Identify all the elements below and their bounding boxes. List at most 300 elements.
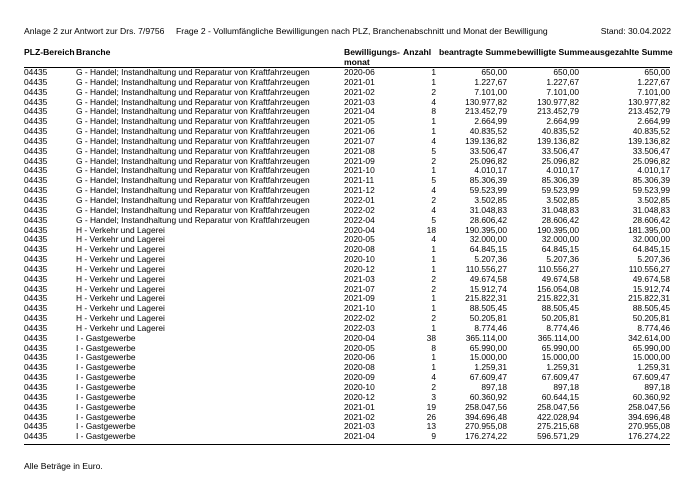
cell-plz: 04435 — [24, 117, 48, 127]
table-row — [24, 98, 670, 108]
cell-bewilligt: 130.977,82 — [537, 97, 579, 107]
cell-bewilligt: 650,00 — [553, 68, 579, 77]
cell-bewilligt: 156.054,08 — [537, 284, 579, 294]
cell-plz: 04435 — [24, 195, 48, 205]
cell-plz: 04435 — [24, 176, 48, 186]
cell-plz: 04435 — [24, 87, 48, 97]
table-row — [24, 137, 670, 147]
cell-plz: 04435 — [24, 294, 48, 304]
table-row — [24, 304, 670, 314]
cell-bewilligt: 49.674,58 — [541, 274, 579, 284]
cell-plz: 04435 — [24, 225, 48, 235]
table-row — [24, 373, 670, 383]
cell-beantragt: 897,18 — [481, 383, 507, 392]
cell-anzahl: 2 — [431, 284, 436, 294]
cell-branche: I - Gastgewerbe — [76, 333, 136, 343]
table-row — [24, 186, 670, 196]
cell-branche: I - Gastgewerbe — [76, 422, 136, 432]
cell-plz: 04435 — [24, 245, 48, 255]
cell-bewilligt: 60.644,15 — [541, 392, 579, 402]
cell-beantragt: 139.136,82 — [465, 136, 507, 146]
cell-monat: 2021-01 — [344, 402, 375, 412]
cell-anzahl: 19 — [426, 402, 436, 412]
document-reference: Anlage 2 zur Antwort zur Drs. 7/9756 — [24, 26, 165, 36]
cell-branche: H - Verkehr und Lagerei — [76, 274, 165, 284]
cell-branche: G - Handel; Instandhaltung und Reparatur von Kraftfahrzeugen — [76, 77, 310, 87]
cell-branche: G - Handel; Instandhaltung und Reparatur von Kraftfahrzeugen — [76, 136, 310, 146]
cell-monat: 2021-03 — [344, 274, 375, 284]
cell-monat: 2021-08 — [344, 146, 375, 156]
cell-beantragt: 67.609,47 — [469, 373, 507, 383]
cell-beantragt: 1.259,31 — [474, 363, 507, 373]
cell-monat: 2021-11 — [344, 176, 375, 186]
cell-beantragt: 213.452,79 — [465, 107, 507, 117]
cell-branche: G - Handel; Instandhaltung und Reparatur von Kraftfahrzeugen — [76, 107, 310, 117]
cell-bewilligt: 8.774,46 — [546, 323, 579, 333]
cell-ausgezahlt: 650,00 — [644, 68, 670, 77]
cell-beantragt: 215.822,31 — [465, 294, 507, 304]
cell-monat: 2020-06 — [344, 353, 375, 363]
cell-monat: 2022-04 — [344, 215, 375, 225]
document-title: Frage 2 - Vollumfängliche Bewilligungen nach PLZ, Branchenabschnitt und Monat der Bewilligung — [176, 26, 548, 36]
cell-bewilligt: 5.207,36 — [546, 255, 579, 265]
cell-monat: 2020-08 — [344, 245, 375, 255]
cell-monat: 2021-02 — [344, 412, 375, 422]
cell-ausgezahlt: 49.674,58 — [632, 274, 670, 284]
cell-branche: I - Gastgewerbe — [76, 432, 136, 442]
cell-plz: 04435 — [24, 353, 48, 363]
cell-ausgezahlt: 270.955,08 — [628, 422, 670, 432]
cell-bewilligt: 110.556,27 — [537, 264, 579, 274]
cell-monat: 2021-10 — [344, 166, 375, 176]
cell-bewilligt: 596.571,29 — [537, 432, 579, 442]
cell-beantragt: 258.047,56 — [465, 402, 507, 412]
cell-branche: I - Gastgewerbe — [76, 383, 136, 392]
cell-branche: I - Gastgewerbe — [76, 392, 136, 402]
cell-beantragt: 15.000,00 — [469, 353, 507, 363]
cell-plz: 04435 — [24, 255, 48, 265]
cell-beantragt: 88.505,45 — [469, 304, 507, 314]
table-row — [24, 88, 670, 98]
cell-branche: H - Verkehr und Lagerei — [76, 255, 165, 265]
column-header-beantragt: beantragte Summe — [439, 47, 517, 57]
cell-ausgezahlt: 258.047,56 — [628, 402, 670, 412]
table-row — [24, 334, 670, 344]
cell-ausgezahlt: 67.609,47 — [632, 373, 670, 383]
cell-beantragt: 130.977,82 — [465, 97, 507, 107]
cell-branche: G - Handel; Instandhaltung und Reparatur von Kraftfahrzeugen — [76, 68, 310, 77]
cell-beantragt: 4.010,17 — [474, 166, 507, 176]
table-row — [24, 176, 670, 186]
cell-anzahl: 1 — [431, 294, 436, 304]
cell-anzahl: 1 — [431, 68, 436, 77]
cell-bewilligt: 59.523,99 — [541, 186, 579, 196]
table-row — [24, 422, 670, 432]
cell-branche: G - Handel; Instandhaltung und Reparatur von Kraftfahrzeugen — [76, 87, 310, 97]
cell-ausgezahlt: 130.977,82 — [628, 97, 670, 107]
table-row — [24, 413, 670, 423]
cell-anzahl: 2 — [431, 156, 436, 166]
cell-ausgezahlt: 40.835,52 — [632, 127, 670, 137]
table-row — [24, 265, 670, 275]
cell-anzahl: 8 — [431, 343, 436, 353]
cell-branche: G - Handel; Instandhaltung und Reparatur von Kraftfahrzeugen — [76, 166, 310, 176]
cell-anzahl: 2 — [431, 274, 436, 284]
data-table — [24, 68, 670, 442]
table-row — [24, 166, 670, 176]
cell-bewilligt: 15.000,00 — [541, 353, 579, 363]
cell-beantragt: 3.502,85 — [474, 195, 507, 205]
cell-anzahl: 8 — [431, 107, 436, 117]
table-row — [24, 226, 670, 236]
cell-branche: G - Handel; Instandhaltung und Reparatur von Kraftfahrzeugen — [76, 215, 310, 225]
cell-branche: H - Verkehr und Lagerei — [76, 264, 165, 274]
column-header-monat-line1: Bewilligungs- — [344, 47, 400, 57]
cell-monat: 2020-12 — [344, 264, 375, 274]
cell-bewilligt: 40.835,52 — [541, 127, 579, 137]
cell-monat: 2021-02 — [344, 87, 375, 97]
cell-monat: 2020-10 — [344, 383, 375, 392]
cell-plz: 04435 — [24, 343, 48, 353]
cell-monat: 2022-03 — [344, 323, 375, 333]
cell-ausgezahlt: 60.360,92 — [632, 392, 670, 402]
cell-monat: 2021-06 — [344, 127, 375, 137]
cell-bewilligt: 64.845,15 — [541, 245, 579, 255]
cell-monat: 2021-07 — [344, 284, 375, 294]
cell-beantragt: 110.556,27 — [465, 264, 507, 274]
cell-plz: 04435 — [24, 363, 48, 373]
cell-beantragt: 394.696,48 — [465, 412, 507, 422]
cell-anzahl: 26 — [426, 412, 436, 422]
cell-ausgezahlt: 88.505,45 — [632, 304, 670, 314]
cell-monat: 2021-09 — [344, 156, 375, 166]
cell-plz: 04435 — [24, 156, 48, 166]
cell-anzahl: 2 — [431, 87, 436, 97]
cell-monat: 2020-04 — [344, 225, 375, 235]
cell-ausgezahlt: 215.822,31 — [628, 294, 670, 304]
cell-anzahl: 1 — [431, 353, 436, 363]
cell-plz: 04435 — [24, 373, 48, 383]
table-row — [24, 157, 670, 167]
cell-beantragt: 25.096,82 — [469, 156, 507, 166]
cell-anzahl: 2 — [431, 314, 436, 324]
cell-beantragt: 5.207,36 — [474, 255, 507, 265]
cell-plz: 04435 — [24, 186, 48, 196]
cell-beantragt: 49.674,58 — [469, 274, 507, 284]
cell-bewilligt: 7.101,00 — [546, 87, 579, 97]
cell-ausgezahlt: 181.395,00 — [628, 225, 670, 235]
table-row — [24, 393, 670, 403]
cell-ausgezahlt: 32.000,00 — [632, 235, 670, 245]
cell-beantragt: 31.048,83 — [469, 205, 507, 215]
cell-anzahl: 2 — [431, 383, 436, 392]
table-row — [24, 344, 670, 354]
cell-bewilligt: 213.452,79 — [537, 107, 579, 117]
cell-bewilligt: 50.205,81 — [541, 314, 579, 324]
cell-anzahl: 4 — [431, 235, 436, 245]
cell-bewilligt: 67.609,47 — [541, 373, 579, 383]
cell-bewilligt: 31.048,83 — [541, 205, 579, 215]
cell-ausgezahlt: 7.101,00 — [637, 87, 670, 97]
cell-anzahl: 1 — [431, 323, 436, 333]
cell-ausgezahlt: 33.506,47 — [632, 146, 670, 156]
table-row — [24, 294, 670, 304]
cell-ausgezahlt: 139.136,82 — [628, 136, 670, 146]
cell-branche: I - Gastgewerbe — [76, 353, 136, 363]
cell-anzahl: 4 — [431, 205, 436, 215]
cell-anzahl: 1 — [431, 255, 436, 265]
column-header-plz: PLZ-Bereich — [24, 47, 75, 57]
cell-monat: 2022-02 — [344, 314, 375, 324]
cell-monat: 2021-04 — [344, 107, 375, 117]
cell-beantragt: 28.606,42 — [469, 215, 507, 225]
cell-monat: 2020-06 — [344, 68, 375, 77]
cell-anzahl: 4 — [431, 97, 436, 107]
cell-beantragt: 7.101,00 — [474, 87, 507, 97]
cell-plz: 04435 — [24, 422, 48, 432]
cell-ausgezahlt: 15.912,74 — [632, 284, 670, 294]
cell-plz: 04435 — [24, 274, 48, 284]
cell-beantragt: 40.835,52 — [469, 127, 507, 137]
cell-anzahl: 1 — [431, 77, 436, 87]
cell-branche: G - Handel; Instandhaltung und Reparatur von Kraftfahrzeugen — [76, 146, 310, 156]
table-row — [24, 432, 670, 442]
cell-plz: 04435 — [24, 127, 48, 137]
table-row — [24, 78, 670, 88]
cell-plz: 04435 — [24, 97, 48, 107]
cell-branche: G - Handel; Instandhaltung und Reparatur von Kraftfahrzeugen — [76, 176, 310, 186]
cell-plz: 04435 — [24, 136, 48, 146]
cell-anzahl: 3 — [431, 392, 436, 402]
cell-plz: 04435 — [24, 215, 48, 225]
column-header-monat-line2: monat — [344, 57, 370, 67]
table-row — [24, 216, 670, 226]
cell-anzahl: 1 — [431, 304, 436, 314]
cell-monat: 2021-10 — [344, 304, 375, 314]
cell-branche: I - Gastgewerbe — [76, 373, 136, 383]
cell-ausgezahlt: 4.010,17 — [637, 166, 670, 176]
cell-bewilligt: 365.114,00 — [537, 333, 579, 343]
cell-bewilligt: 422.028,94 — [537, 412, 579, 422]
table-row — [24, 285, 670, 295]
cell-branche: G - Handel; Instandhaltung und Reparatur von Kraftfahrzeugen — [76, 205, 310, 215]
table-row — [24, 117, 670, 127]
cell-bewilligt: 897,18 — [553, 383, 579, 392]
cell-beantragt: 176.274,22 — [465, 432, 507, 442]
cell-anzahl: 9 — [431, 432, 436, 442]
cell-monat: 2020-05 — [344, 343, 375, 353]
cell-beantragt: 60.360,92 — [469, 392, 507, 402]
cell-plz: 04435 — [24, 314, 48, 324]
cell-plz: 04435 — [24, 146, 48, 156]
cell-branche: H - Verkehr und Lagerei — [76, 304, 165, 314]
cell-anzahl: 4 — [431, 136, 436, 146]
cell-anzahl: 5 — [431, 176, 436, 186]
cell-bewilligt: 33.506,47 — [541, 146, 579, 156]
cell-plz: 04435 — [24, 166, 48, 176]
cell-bewilligt: 258.047,56 — [537, 402, 579, 412]
cell-monat: 2020-10 — [344, 255, 375, 265]
status-date: Stand: 30.04.2022 — [600, 26, 671, 36]
table-row — [24, 363, 670, 373]
cell-plz: 04435 — [24, 264, 48, 274]
cell-anzahl: 13 — [426, 422, 436, 432]
cell-ausgezahlt: 897,18 — [644, 383, 670, 392]
cell-beantragt: 365.114,00 — [465, 333, 507, 343]
cell-monat: 2020-12 — [344, 392, 375, 402]
cell-monat: 2022-02 — [344, 205, 375, 215]
cell-ausgezahlt: 85.306,39 — [632, 176, 670, 186]
cell-ausgezahlt: 176.274,22 — [628, 432, 670, 442]
table-body — [24, 68, 670, 442]
column-header-anzahl: Anzahl — [403, 47, 432, 57]
cell-ausgezahlt: 28.606,42 — [632, 215, 670, 225]
cell-branche: H - Verkehr und Lagerei — [76, 294, 165, 304]
cell-bewilligt: 85.306,39 — [541, 176, 579, 186]
cell-bewilligt: 28.606,42 — [541, 215, 579, 225]
cell-bewilligt: 25.096,82 — [541, 156, 579, 166]
cell-branche: I - Gastgewerbe — [76, 412, 136, 422]
cell-anzahl: 4 — [431, 186, 436, 196]
cell-ausgezahlt: 31.048,83 — [632, 205, 670, 215]
cell-beantragt: 64.845,15 — [469, 245, 507, 255]
cell-plz: 04435 — [24, 392, 48, 402]
table-row — [24, 353, 670, 363]
table-row — [24, 403, 670, 413]
cell-beantragt: 32.000,00 — [469, 235, 507, 245]
cell-plz: 04435 — [24, 383, 48, 392]
cell-plz: 04435 — [24, 402, 48, 412]
cell-branche: I - Gastgewerbe — [76, 343, 136, 353]
cell-bewilligt: 1.227,67 — [546, 77, 579, 87]
cell-branche: G - Handel; Instandhaltung und Reparatur von Kraftfahrzeugen — [76, 195, 310, 205]
cell-monat: 2021-12 — [344, 186, 375, 196]
cell-bewilligt: 190.395,00 — [537, 225, 579, 235]
cell-bewilligt: 215.822,31 — [537, 294, 579, 304]
cell-monat: 2021-01 — [344, 77, 375, 87]
cell-anzahl: 5 — [431, 146, 436, 156]
cell-beantragt: 59.523,99 — [469, 186, 507, 196]
table-bottom-divider — [24, 444, 670, 445]
cell-ausgezahlt: 1.259,31 — [637, 363, 670, 373]
cell-ausgezahlt: 342.614,00 — [628, 333, 670, 343]
cell-bewilligt: 1.259,31 — [546, 363, 579, 373]
cell-beantragt: 190.395,00 — [465, 225, 507, 235]
cell-monat: 2020-09 — [344, 373, 375, 383]
cell-plz: 04435 — [24, 432, 48, 442]
cell-plz: 04435 — [24, 235, 48, 245]
cell-beantragt: 8.774,46 — [474, 323, 507, 333]
cell-ausgezahlt: 2.664,99 — [637, 117, 670, 127]
cell-anzahl: 1 — [431, 166, 436, 176]
table-row — [24, 255, 670, 265]
cell-ausgezahlt: 8.774,46 — [637, 323, 670, 333]
cell-bewilligt: 275.215,68 — [537, 422, 579, 432]
cell-beantragt: 1.227,67 — [474, 77, 507, 87]
cell-monat: 2020-04 — [344, 333, 375, 343]
cell-ausgezahlt: 110.556,27 — [628, 264, 670, 274]
cell-anzahl: 2 — [431, 195, 436, 205]
cell-anzahl: 18 — [426, 225, 436, 235]
cell-plz: 04435 — [24, 412, 48, 422]
cell-monat: 2021-03 — [344, 97, 375, 107]
cell-ausgezahlt: 1.227,67 — [637, 77, 670, 87]
cell-monat: 2022-01 — [344, 195, 375, 205]
cell-ausgezahlt: 213.452,79 — [628, 107, 670, 117]
cell-anzahl: 1 — [431, 117, 436, 127]
cell-branche: I - Gastgewerbe — [76, 363, 136, 373]
column-header-monat — [344, 47, 400, 67]
cell-branche: H - Verkehr und Lagerei — [76, 245, 165, 255]
cell-ausgezahlt: 50.205,81 — [632, 314, 670, 324]
cell-monat: 2021-04 — [344, 432, 375, 442]
cell-plz: 04435 — [24, 304, 48, 314]
cell-anzahl: 38 — [426, 333, 436, 343]
cell-branche: G - Handel; Instandhaltung und Reparatur von Kraftfahrzeugen — [76, 97, 310, 107]
cell-beantragt: 85.306,39 — [469, 176, 507, 186]
cell-bewilligt: 32.000,00 — [541, 235, 579, 245]
cell-anzahl: 5 — [431, 215, 436, 225]
cell-branche: G - Handel; Instandhaltung und Reparatur von Kraftfahrzeugen — [76, 186, 310, 196]
cell-branche: I - Gastgewerbe — [76, 402, 136, 412]
table-row — [24, 245, 670, 255]
table-row — [24, 68, 670, 78]
cell-monat: 2021-07 — [344, 136, 375, 146]
cell-anzahl: 1 — [431, 363, 436, 373]
cell-ausgezahlt: 65.990,00 — [632, 343, 670, 353]
cell-ausgezahlt: 15.000,00 — [632, 353, 670, 363]
cell-branche: H - Verkehr und Lagerei — [76, 323, 165, 333]
cell-beantragt: 33.506,47 — [469, 146, 507, 156]
cell-branche: H - Verkehr und Lagerei — [76, 284, 165, 294]
column-header-bewilligt: bewilligte Summe — [517, 47, 590, 57]
table-row — [24, 235, 670, 245]
cell-plz: 04435 — [24, 333, 48, 343]
cell-plz: 04435 — [24, 205, 48, 215]
table-row — [24, 314, 670, 324]
cell-branche: G - Handel; Instandhaltung und Reparatur von Kraftfahrzeugen — [76, 127, 310, 137]
cell-beantragt: 15.912,74 — [469, 284, 507, 294]
cell-branche: H - Verkehr und Lagerei — [76, 235, 165, 245]
table-row — [24, 147, 670, 157]
footnote: Alle Beträge in Euro. — [24, 461, 103, 471]
cell-branche: G - Handel; Instandhaltung und Reparatur von Kraftfahrzeugen — [76, 117, 310, 127]
cell-branche: G - Handel; Instandhaltung und Reparatur von Kraftfahrzeugen — [76, 156, 310, 166]
cell-plz: 04435 — [24, 107, 48, 117]
cell-bewilligt: 139.136,82 — [537, 136, 579, 146]
cell-plz: 04435 — [24, 323, 48, 333]
cell-anzahl: 1 — [431, 127, 436, 137]
table-row — [24, 275, 670, 285]
cell-monat: 2021-09 — [344, 294, 375, 304]
cell-ausgezahlt: 59.523,99 — [632, 186, 670, 196]
cell-ausgezahlt: 3.502,85 — [637, 195, 670, 205]
cell-beantragt: 2.664,99 — [474, 117, 507, 127]
table-row — [24, 127, 670, 137]
table-row — [24, 324, 670, 334]
cell-anzahl: 1 — [431, 245, 436, 255]
cell-beantragt: 50.205,81 — [469, 314, 507, 324]
cell-branche: H - Verkehr und Lagerei — [76, 225, 165, 235]
cell-anzahl: 1 — [431, 264, 436, 274]
cell-bewilligt: 2.664,99 — [546, 117, 579, 127]
cell-bewilligt: 3.502,85 — [546, 195, 579, 205]
column-header-ausgezahlt: ausgezahlte Summe — [590, 47, 673, 57]
cell-bewilligt: 65.990,00 — [541, 343, 579, 353]
cell-anzahl: 4 — [431, 373, 436, 383]
cell-plz: 04435 — [24, 68, 48, 77]
cell-beantragt: 270.955,08 — [465, 422, 507, 432]
